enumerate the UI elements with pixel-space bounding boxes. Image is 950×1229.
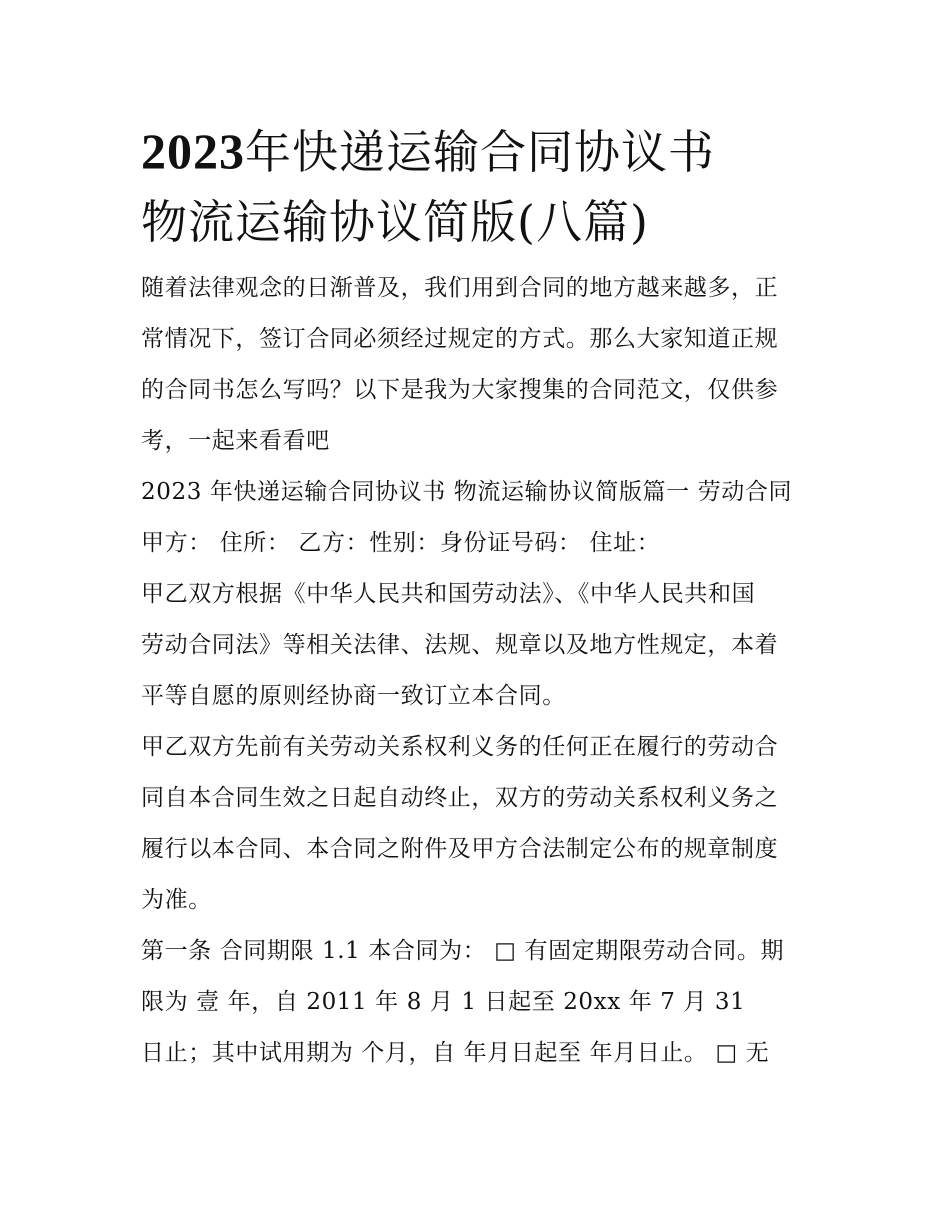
text-line: 甲方： 住所： 乙方：性别：身份证号码： 住址：: [141, 530, 661, 556]
text-line: 甲乙双方先前有关劳动关系权利义务的任何正在履行的劳动合: [141, 734, 779, 760]
text-line: 甲乙双方根据《中华人民共和国劳动法》、《中华人民共和国: [141, 581, 756, 607]
title-year: 2023: [141, 123, 245, 179]
text-line: 第一条 合同期限 1.1 本合同为： □ 有固定期限劳动合同。期: [141, 938, 785, 964]
text-line: 考，一起来看看吧: [141, 428, 330, 454]
text-line: 限为 壹 年，自 2011 年 8 月 1 日起至 20xx 年 7 月 31: [141, 989, 746, 1015]
document-title: [141, 116, 813, 257]
title-text: 年快递运输合同协议书: [245, 125, 715, 179]
text-line: 同自本合同生效之日起自动终止，双方的劳动关系权利义务之: [141, 785, 779, 811]
basis-paragraph: [141, 569, 813, 722]
section-heading: [141, 467, 813, 518]
title-line-2: 物流运输协议简版(八篇): [141, 195, 649, 249]
text-line: 平等自愿的原则经协商一致订立本合同。: [141, 683, 566, 709]
intro-paragraph: [141, 263, 813, 467]
text-line: 2023 年快递运输合同协议书 物流运输协议简版篇一 劳动合同: [141, 479, 793, 505]
text-line: 履行以本合同、本合同之附件及甲方合法制定公布的规章制度: [141, 836, 779, 862]
document-page: [141, 116, 813, 1079]
text-line: 随着法律观念的日渐普及，我们用到合同的地方越来越多，正: [141, 275, 779, 301]
article-one-paragraph: [141, 926, 813, 1028]
probation-paragraph: [141, 1028, 813, 1079]
parties-paragraph: [141, 518, 813, 569]
termination-paragraph: [141, 722, 813, 926]
text-line: 日止；其中试用期为 个月，自 年月日起至 年月日止。 □ 无: [141, 1040, 770, 1066]
text-line: 为准。: [141, 887, 212, 913]
text-line: 的合同书怎么写吗？以下是我为大家搜集的合同范文，仅供参: [141, 377, 779, 403]
text-line: 常情况下，签订合同必须经过规定的方式。那么大家知道正规: [141, 326, 779, 352]
text-line: 劳动合同法》等相关法律、法规、规章以及地方性规定，本着: [141, 632, 779, 658]
title-line-1: [141, 116, 813, 187]
